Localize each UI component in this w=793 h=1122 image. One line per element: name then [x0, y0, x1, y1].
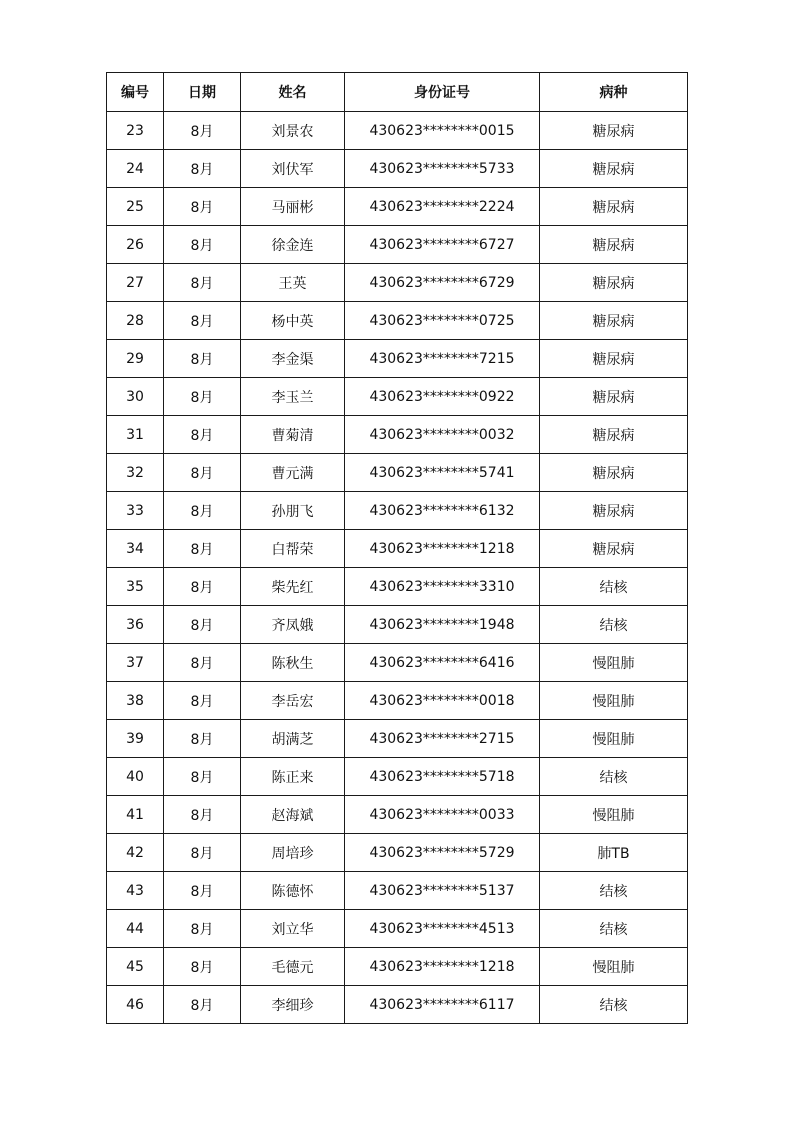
cell-name: 赵海斌	[241, 796, 345, 834]
cell-disease: 结核	[540, 758, 688, 796]
cell-number: 44	[107, 910, 164, 948]
cell-id-card: 430623********5733	[345, 150, 540, 188]
cell-date: 8月	[164, 492, 241, 530]
cell-name: 李细珍	[241, 986, 345, 1024]
header-id-card: 身份证号	[345, 73, 540, 112]
cell-id-card: 430623********0033	[345, 796, 540, 834]
table-row	[107, 150, 688, 188]
cell-date: 8月	[164, 112, 241, 150]
cell-disease: 糖尿病	[540, 112, 688, 150]
cell-disease: 结核	[540, 568, 688, 606]
cell-id-card: 430623********3310	[345, 568, 540, 606]
cell-date: 8月	[164, 720, 241, 758]
cell-date: 8月	[164, 188, 241, 226]
cell-id-card: 430623********0725	[345, 302, 540, 340]
cell-id-card: 430623********6132	[345, 492, 540, 530]
table-row	[107, 606, 688, 644]
cell-disease: 结核	[540, 910, 688, 948]
cell-date: 8月	[164, 758, 241, 796]
cell-name: 李岳宏	[241, 682, 345, 720]
cell-disease: 糖尿病	[540, 454, 688, 492]
cell-number: 27	[107, 264, 164, 302]
cell-number: 46	[107, 986, 164, 1024]
cell-disease: 结核	[540, 872, 688, 910]
table-row	[107, 492, 688, 530]
header-number: 编号	[107, 73, 164, 112]
cell-id-card: 430623********7215	[345, 340, 540, 378]
cell-disease: 糖尿病	[540, 188, 688, 226]
table-row	[107, 416, 688, 454]
table-row	[107, 112, 688, 150]
cell-name: 王英	[241, 264, 345, 302]
cell-name: 胡满芝	[241, 720, 345, 758]
table-row	[107, 834, 688, 872]
table-row	[107, 758, 688, 796]
cell-date: 8月	[164, 986, 241, 1024]
cell-date: 8月	[164, 340, 241, 378]
cell-date: 8月	[164, 872, 241, 910]
table-row	[107, 720, 688, 758]
table-header-row	[107, 73, 688, 112]
cell-name: 刘立华	[241, 910, 345, 948]
cell-name: 孙朋飞	[241, 492, 345, 530]
cell-id-card: 430623********0922	[345, 378, 540, 416]
cell-number: 34	[107, 530, 164, 568]
cell-name: 李金渠	[241, 340, 345, 378]
table-row	[107, 568, 688, 606]
table-body	[107, 112, 688, 1024]
cell-disease: 糖尿病	[540, 492, 688, 530]
cell-id-card: 430623********1218	[345, 530, 540, 568]
cell-number: 43	[107, 872, 164, 910]
header-date: 日期	[164, 73, 241, 112]
cell-number: 32	[107, 454, 164, 492]
cell-date: 8月	[164, 378, 241, 416]
table-row	[107, 378, 688, 416]
cell-number: 28	[107, 302, 164, 340]
cell-name: 柴先红	[241, 568, 345, 606]
patient-record-sheet	[106, 72, 687, 1024]
cell-name: 曹元满	[241, 454, 345, 492]
cell-number: 24	[107, 150, 164, 188]
cell-disease: 慢阻肺	[540, 948, 688, 986]
cell-number: 39	[107, 720, 164, 758]
cell-disease: 糖尿病	[540, 340, 688, 378]
cell-number: 36	[107, 606, 164, 644]
cell-number: 23	[107, 112, 164, 150]
cell-id-card: 430623********2224	[345, 188, 540, 226]
table-row	[107, 226, 688, 264]
header-disease: 病种	[540, 73, 688, 112]
cell-disease: 慢阻肺	[540, 682, 688, 720]
cell-name: 白帮荣	[241, 530, 345, 568]
cell-id-card: 430623********1218	[345, 948, 540, 986]
cell-name: 李玉兰	[241, 378, 345, 416]
cell-name: 刘景农	[241, 112, 345, 150]
cell-id-card: 430623********6727	[345, 226, 540, 264]
cell-id-card: 430623********5718	[345, 758, 540, 796]
cell-number: 38	[107, 682, 164, 720]
table-row	[107, 644, 688, 682]
cell-number: 45	[107, 948, 164, 986]
cell-date: 8月	[164, 416, 241, 454]
cell-name: 杨中英	[241, 302, 345, 340]
cell-date: 8月	[164, 454, 241, 492]
cell-disease: 慢阻肺	[540, 644, 688, 682]
table-row	[107, 986, 688, 1024]
cell-id-card: 430623********1948	[345, 606, 540, 644]
cell-number: 31	[107, 416, 164, 454]
cell-disease: 糖尿病	[540, 530, 688, 568]
cell-date: 8月	[164, 910, 241, 948]
cell-number: 25	[107, 188, 164, 226]
cell-disease: 肺TB	[540, 834, 688, 872]
cell-disease: 糖尿病	[540, 302, 688, 340]
cell-disease: 糖尿病	[540, 264, 688, 302]
cell-name: 曹菊清	[241, 416, 345, 454]
cell-id-card: 430623********0018	[345, 682, 540, 720]
cell-name: 刘伏军	[241, 150, 345, 188]
cell-date: 8月	[164, 150, 241, 188]
patient-table	[106, 72, 688, 1024]
cell-disease: 慢阻肺	[540, 796, 688, 834]
table-row	[107, 340, 688, 378]
cell-id-card: 430623********6117	[345, 986, 540, 1024]
table-row	[107, 454, 688, 492]
cell-disease: 糖尿病	[540, 150, 688, 188]
cell-id-card: 430623********0015	[345, 112, 540, 150]
table-row	[107, 948, 688, 986]
cell-id-card: 430623********6729	[345, 264, 540, 302]
cell-number: 37	[107, 644, 164, 682]
cell-date: 8月	[164, 264, 241, 302]
cell-date: 8月	[164, 606, 241, 644]
cell-number: 40	[107, 758, 164, 796]
header-name: 姓名	[241, 73, 345, 112]
cell-date: 8月	[164, 226, 241, 264]
cell-id-card: 430623********0032	[345, 416, 540, 454]
table-row	[107, 530, 688, 568]
cell-name: 周培珍	[241, 834, 345, 872]
table-row	[107, 910, 688, 948]
cell-disease: 结核	[540, 986, 688, 1024]
cell-id-card: 430623********5137	[345, 872, 540, 910]
cell-date: 8月	[164, 302, 241, 340]
table-row	[107, 264, 688, 302]
cell-date: 8月	[164, 568, 241, 606]
cell-name: 陈正来	[241, 758, 345, 796]
table-row	[107, 796, 688, 834]
cell-id-card: 430623********6416	[345, 644, 540, 682]
cell-name: 徐金连	[241, 226, 345, 264]
cell-number: 26	[107, 226, 164, 264]
cell-disease: 糖尿病	[540, 416, 688, 454]
cell-date: 8月	[164, 530, 241, 568]
cell-name: 陈秋生	[241, 644, 345, 682]
table-row	[107, 302, 688, 340]
cell-number: 33	[107, 492, 164, 530]
cell-id-card: 430623********4513	[345, 910, 540, 948]
cell-date: 8月	[164, 834, 241, 872]
cell-disease: 慢阻肺	[540, 720, 688, 758]
cell-name: 毛德元	[241, 948, 345, 986]
cell-id-card: 430623********5729	[345, 834, 540, 872]
cell-disease: 糖尿病	[540, 226, 688, 264]
table-row	[107, 872, 688, 910]
cell-id-card: 430623********5741	[345, 454, 540, 492]
cell-number: 35	[107, 568, 164, 606]
cell-date: 8月	[164, 796, 241, 834]
cell-disease: 糖尿病	[540, 378, 688, 416]
cell-number: 29	[107, 340, 164, 378]
cell-date: 8月	[164, 682, 241, 720]
table-row	[107, 188, 688, 226]
cell-number: 42	[107, 834, 164, 872]
cell-date: 8月	[164, 948, 241, 986]
table-row	[107, 682, 688, 720]
cell-name: 齐凤娥	[241, 606, 345, 644]
cell-name: 陈德怀	[241, 872, 345, 910]
cell-disease: 结核	[540, 606, 688, 644]
cell-number: 30	[107, 378, 164, 416]
cell-number: 41	[107, 796, 164, 834]
cell-id-card: 430623********2715	[345, 720, 540, 758]
cell-date: 8月	[164, 644, 241, 682]
cell-name: 马丽彬	[241, 188, 345, 226]
